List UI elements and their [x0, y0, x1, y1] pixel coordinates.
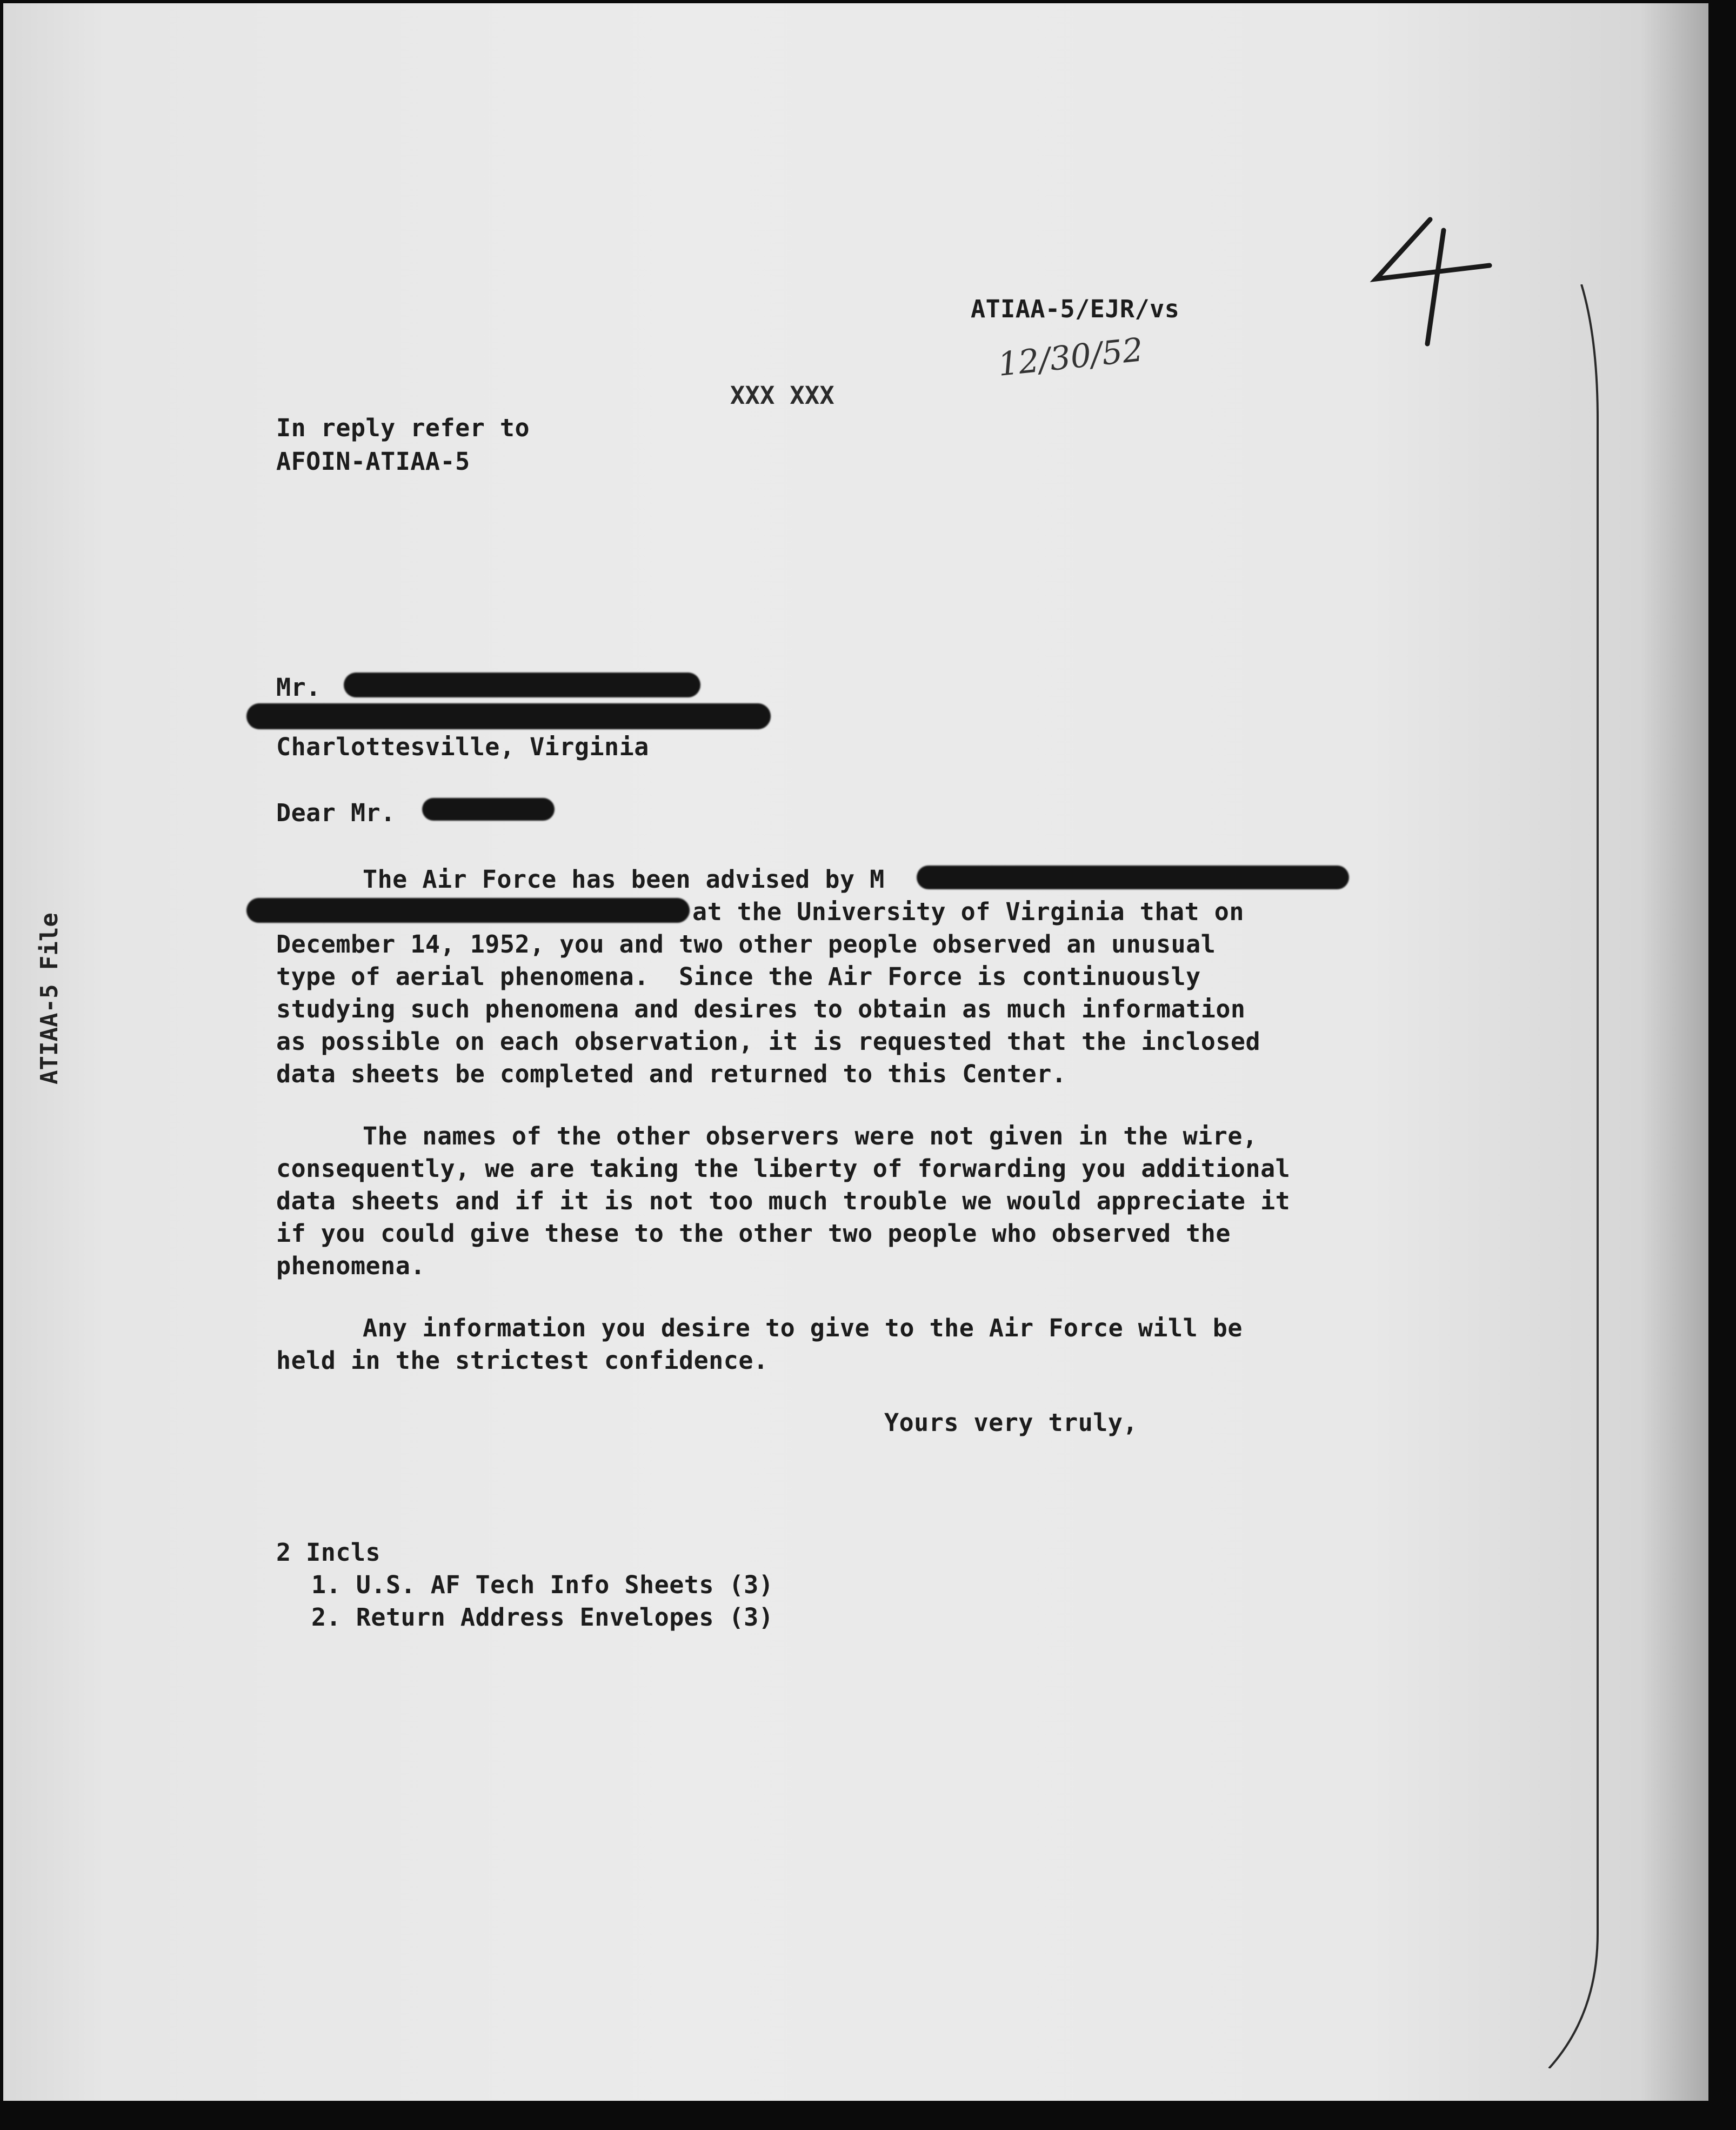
- redaction-addressee-street: [246, 703, 771, 729]
- redaction-salutation-name: [422, 798, 555, 821]
- paragraph-2-line-2: consequently, we are taking the liberty of forwarding you additional: [276, 1154, 1291, 1183]
- reply-line-1: In reply refer to: [276, 414, 530, 442]
- redaction-addressee-name: [344, 673, 700, 697]
- inclosure-item-1: 1. U.S. AF Tech Info Sheets (3): [311, 1570, 774, 1599]
- redaction-advisor-name: [917, 866, 1349, 889]
- date-stamp: 12/30/52: [996, 331, 1145, 384]
- paragraph-3-line-1: Any information you desire to give to the Air Force will be: [363, 1314, 1243, 1342]
- letter-paper: [3, 3, 1708, 2101]
- inclosures-heading: 2 Incls: [276, 1538, 381, 1567]
- side-file-label: ATIAA-5 File: [36, 913, 63, 1084]
- reply-line-2: AFOIN-ATIAA-5: [276, 447, 470, 476]
- paragraph-1-line-5: studying such phenomena and desires to obtain as much information: [276, 995, 1246, 1023]
- paragraph-1-line-3: December 14, 1952, you and two other people observed an unusual: [276, 930, 1216, 958]
- closing: Yours very truly,: [884, 1408, 1138, 1437]
- paragraph-1-line-4: type of aerial phenomena. Since the Air Force is continuously: [276, 962, 1201, 991]
- paragraph-1-line-7: data sheets be completed and returned to this Center.: [276, 1060, 1067, 1088]
- inclosure-item-2: 2. Return Address Envelopes (3): [311, 1603, 774, 1632]
- redaction-advisor-title: [246, 898, 690, 923]
- addressee-prefix: Mr.: [276, 673, 321, 702]
- paragraph-2-line-1: The names of the other observers were not given in the wire,: [363, 1122, 1258, 1150]
- paragraph-2-line-3: data sheets and if it is not too much trouble we would appreciate it: [276, 1187, 1291, 1215]
- paragraph-3-line-2: held in the strictest confidence.: [276, 1346, 769, 1375]
- handwritten-page-number: [1365, 209, 1506, 349]
- paragraph-2-line-5: phenomena.: [276, 1252, 425, 1280]
- paragraph-1-line-6: as possible on each observation, it is requested that the inclosed: [276, 1027, 1261, 1056]
- paragraph-1-line-1: The Air Force has been advised by M: [363, 865, 885, 894]
- header-marks: XXX XXX: [730, 381, 835, 410]
- address-city: Charlottesville, Virginia: [276, 733, 649, 761]
- paragraph-2-line-4: if you could give these to the other two people who observed the: [276, 1219, 1231, 1248]
- paragraph-1-line-2: at the University of Virginia that on: [692, 897, 1244, 926]
- salutation: Dear Mr.: [276, 798, 396, 827]
- paper-edge-curve: [1517, 284, 1711, 2068]
- file-reference: ATIAA-5/EJR/vs: [971, 295, 1180, 323]
